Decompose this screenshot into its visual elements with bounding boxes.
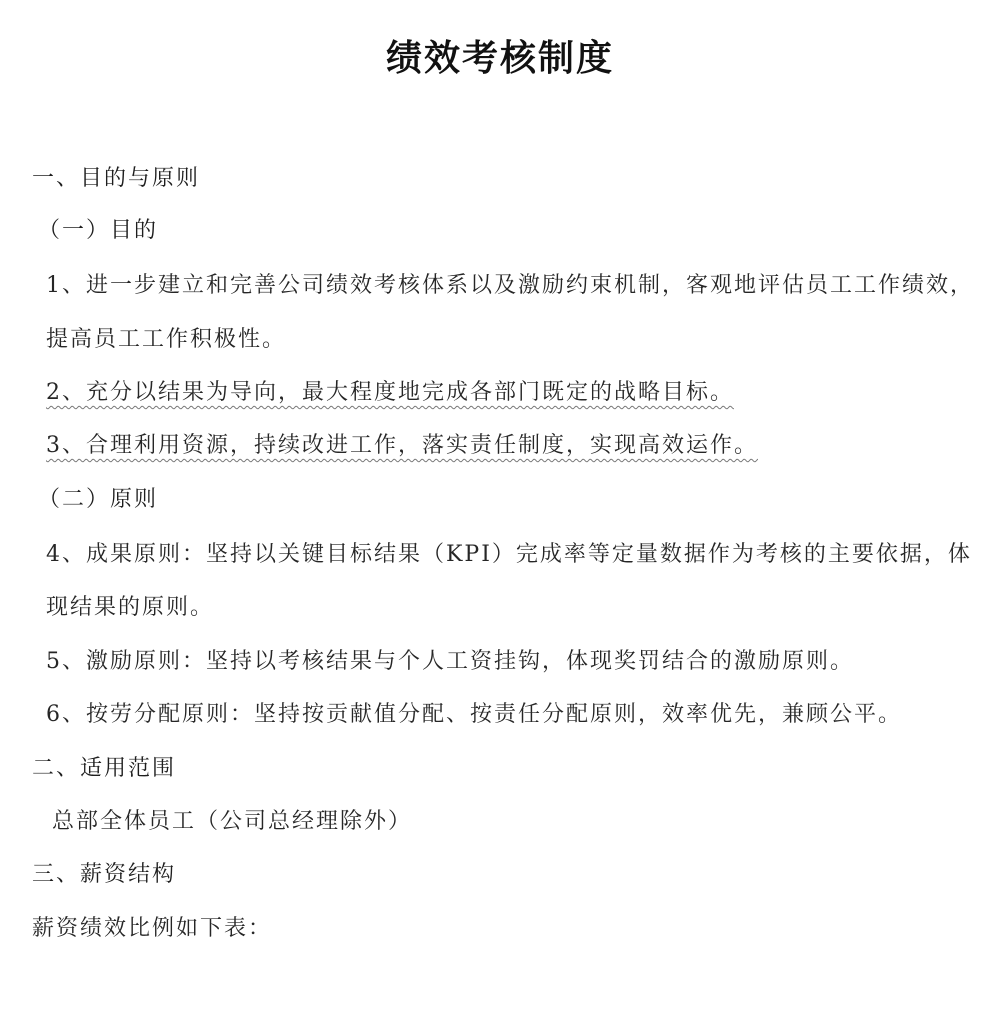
paragraph-item-6: 6、按劳分配原则：坚持按贡献值分配、按责任分配原则，效率优先，兼顾公平。	[46, 702, 902, 727]
paragraph-item-4-line-1: 4、成果原则：坚持以关键目标结果（KPI）完成率等定量数据作为考核的主要依据，体	[46, 542, 972, 567]
paragraph-scope: 总部全体员工（公司总经理除外）	[52, 809, 413, 834]
paragraph-item-3: 3、合理利用资源，持续改进工作，落实责任制度，实现高效运作。	[46, 433, 758, 458]
subsection-heading-principles: （二）原则	[38, 487, 159, 512]
paragraph-item-4-line-2: 现结果的原则。	[46, 595, 215, 620]
paragraph-item-1-line-2: 提高员工工作积极性。	[46, 327, 287, 352]
document-title: 绩效考核制度	[385, 38, 614, 79]
subsection-heading-purpose: （一）目的	[38, 218, 159, 243]
section-heading-salary-structure: 三、薪资结构	[32, 862, 177, 887]
paragraph-item-5: 5、激励原则：坚持以考核结果与个人工资挂钩，体现奖罚结合的激励原则。	[46, 649, 854, 674]
section-heading-purpose-principles: 一、目的与原则	[32, 166, 201, 191]
section-heading-scope: 二、适用范围	[32, 756, 177, 781]
paragraph-salary-ratio: 薪资绩效比例如下表：	[32, 916, 273, 941]
paragraph-item-1-line-1: 1、进一步建立和完善公司绩效考核体系以及激励约束机制，客观地评估员工工作绩效，	[46, 273, 974, 298]
paragraph-item-2: 2、充分以结果为导向，最大程度地完成各部门既定的战略目标。	[46, 380, 734, 405]
